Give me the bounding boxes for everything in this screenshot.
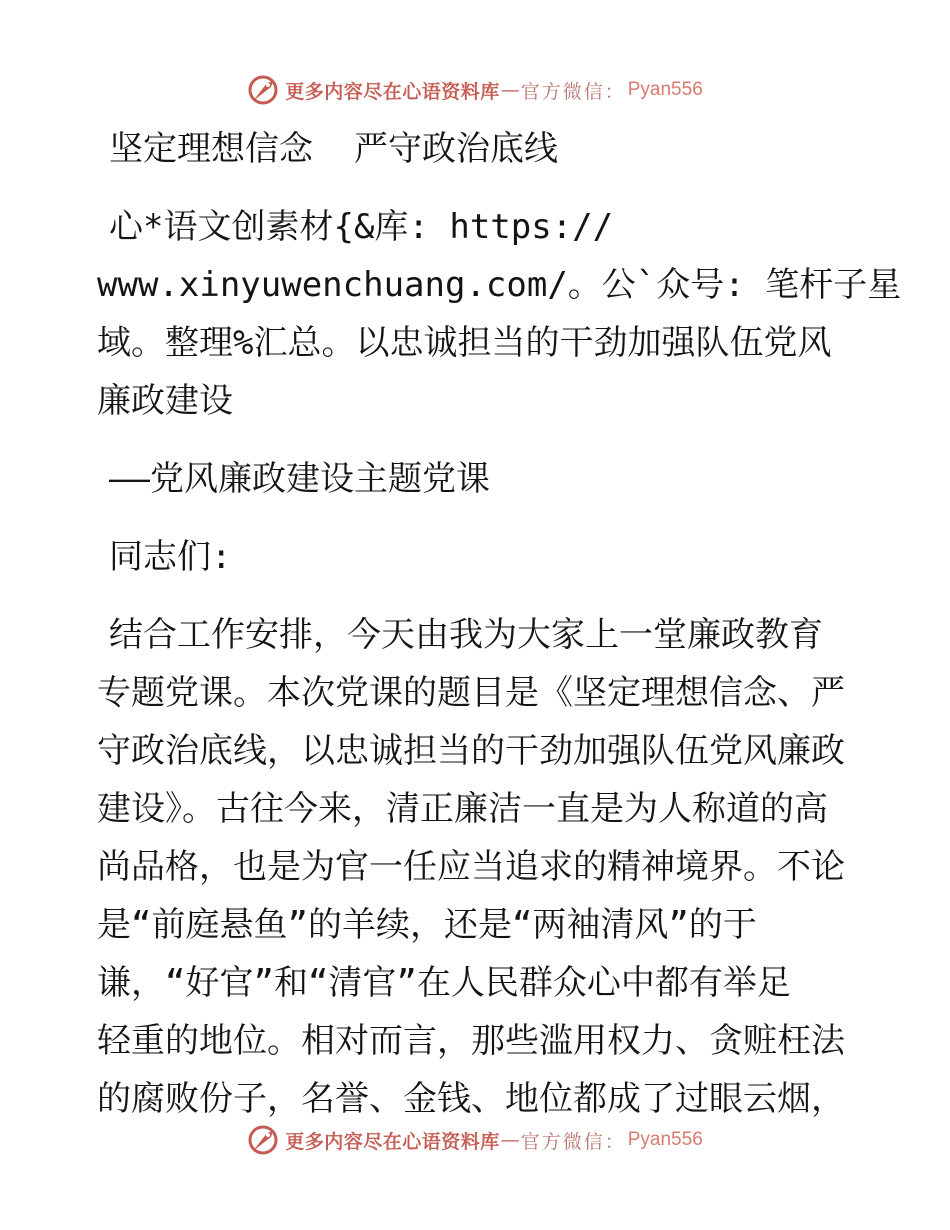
greeting: 同志们: xyxy=(109,537,232,577)
watermark-separator: — xyxy=(500,79,520,101)
watermark-official-label: 官方微信： xyxy=(520,80,626,103)
watermark-official-label: 官方微信： xyxy=(520,1130,626,1153)
pen-nib-icon xyxy=(247,1123,281,1157)
body-line: 结合工作安排，今天由我为大家上一堂廉政教育 xyxy=(109,615,823,655)
body-line: 的腐败份子，名誉、金钱、地位都成了过眼云烟， xyxy=(97,1079,845,1119)
source-line: www.xinyuwenchuang.com/。公`众号: 笔杆子星 xyxy=(97,265,902,305)
body-line: 专题党课。本次党课的题目是《坚定理想信念、严 xyxy=(97,673,845,713)
body-line: 轻重的地位。相对而言，那些滥用权力、贪赃枉法 xyxy=(97,1021,845,1061)
page-title: 坚定理想信念 严守政治底线 xyxy=(109,129,558,169)
body-line: 守政治底线，以忠诚担当的干劲加强队伍党风廉政 xyxy=(97,731,845,771)
watermark-library-text: 更多内容尽在心语资料库 xyxy=(285,80,500,103)
watermark-wechat-id: Pyan556 xyxy=(627,1129,703,1150)
watermark-wechat-id: Pyan556 xyxy=(627,79,703,100)
footer-watermark xyxy=(0,1120,950,1160)
source-paragraph xyxy=(97,198,902,430)
greeting-paragraph xyxy=(97,528,857,586)
source-line: 域。整理%汇总。以忠诚担当的干劲加强队伍党风 xyxy=(97,323,832,363)
body-line: 尚品格，也是为官一任应当追求的精神境界。不论 xyxy=(97,847,845,887)
watermark-separator: — xyxy=(500,1129,520,1151)
document-body xyxy=(97,120,902,1128)
subtitle-paragraph xyxy=(97,450,857,508)
body-line: 是“前庭悬鱼”的羊续，还是“两袖清风”的于 xyxy=(97,905,757,945)
body-line: 建设》。古往今来，清正廉洁一直是为人称道的高 xyxy=(97,789,828,829)
source-line: 廉政建设 xyxy=(97,381,233,421)
header-watermark xyxy=(0,70,950,110)
body-paragraph xyxy=(97,606,857,1128)
subtitle: ——党风廉政建设主题党课 xyxy=(109,459,490,499)
body-line: 谦，“好官”和“清官”在人民群众心中都有举足 xyxy=(97,963,791,1003)
pen-nib-icon xyxy=(247,73,281,107)
watermark-library-text: 更多内容尽在心语资料库 xyxy=(285,1130,500,1153)
source-line: 心*语文创素材{&库: https:// xyxy=(109,207,614,247)
